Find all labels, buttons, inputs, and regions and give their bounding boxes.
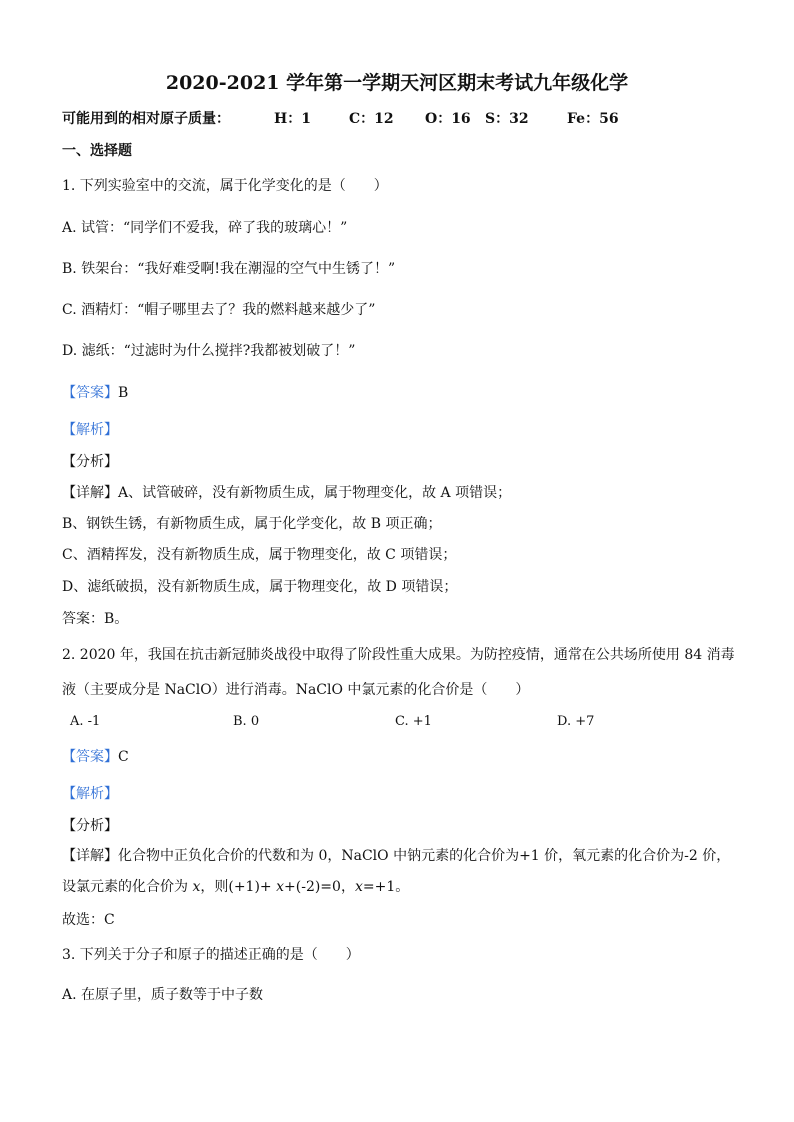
q2-detail-text-b: ，则(+1)+ <box>200 879 277 895</box>
q2-var-x3: x <box>354 879 363 895</box>
q2-detail-line2 <box>62 878 409 896</box>
q1-answer: B <box>118 385 129 401</box>
q2-option-b: B. 0 <box>233 714 260 729</box>
q2-detail-line1: 【详解】化合物中正负化合价的代数和为 0，NaClO 中钠元素的化合价为+1 价，氧元素的化合价为-2 价， <box>62 848 731 864</box>
q1-fenxi-tag: 【分析】 <box>62 454 118 470</box>
q1-option-b: B. 铁架台：“我好难受啊!我在潮湿的空气中生锈了！” <box>62 261 396 277</box>
mass-c: C：12 <box>349 111 394 127</box>
q1-jiexi-tag: 【解析】 <box>62 422 118 438</box>
q2-detail-text-a: 设氯元素的化合价为 <box>62 879 193 895</box>
atomic-mass-line <box>62 110 619 128</box>
q2-stem-line2: 液（主要成分是 NaClO）进行消毒。NaClO 中氯元素的化合价是（ ） <box>62 682 530 698</box>
mass-s: S：32 <box>485 111 529 127</box>
q1-answer-line <box>62 384 128 402</box>
mass-h: H：1 <box>274 111 311 127</box>
section-heading: 一、选择题 <box>62 143 132 159</box>
q2-option-d: D. +7 <box>557 714 595 729</box>
q2-var-x2: x <box>276 879 285 895</box>
q1-option-a: A. 试管：“同学们不爱我，碎了我的玻璃心！” <box>62 220 348 236</box>
q1-detail-a: 【详解】A、试管破碎，没有新物质生成，属于物理变化，故 A 项错误； <box>62 485 512 501</box>
q1-conclusion: 答案：B。 <box>62 611 129 627</box>
q2-detail-text-d: =+1。 <box>362 879 410 895</box>
q1-answer-tag: 【答案】 <box>62 385 118 401</box>
q1-detail-d: D、滤纸破损，没有新物质生成，属于物理变化，故 D 项错误； <box>62 579 458 595</box>
q3-stem: 3. 下列关于分子和原子的描述正确的是（ ） <box>62 947 360 963</box>
page-title: 2020-2021 学年第一学期天河区期末考试九年级化学 <box>165 72 629 94</box>
q1-detail-b: B、钢铁生锈，有新物质生成，属于化学变化，故 B 项正确； <box>62 516 442 532</box>
q2-stem-line1: 2. 2020 年，我国在抗击新冠肺炎战役中取得了阶段性重大成果。为防控疫情，通常在公共场所使用 84 消毒 <box>62 647 735 663</box>
q1-option-c: C. 酒精灯：“帽子哪里去了？我的燃料越来越少了” <box>62 302 376 318</box>
q2-var-x: x <box>192 879 201 895</box>
q1-option-d: D. 滤纸：“过滤时为什么搅拌?我都被划破了！” <box>62 343 356 359</box>
q2-fenxi-tag: 【分析】 <box>62 818 118 834</box>
q2-option-c: C. +1 <box>395 714 432 729</box>
q2-option-a: A. -1 <box>70 714 101 729</box>
mass-fe: Fe：56 <box>567 111 619 127</box>
q2-answer: C <box>118 749 129 765</box>
q2-conclusion: 故选：C <box>62 912 115 928</box>
q1-detail-c: C、酒精挥发，没有新物质生成，属于物理变化，故 C 项错误； <box>62 547 457 563</box>
q1-stem: 1. 下列实验室中的交流，属于化学变化的是（ ） <box>62 178 388 194</box>
q2-answer-tag: 【答案】 <box>62 749 118 765</box>
mass-o: O：16 <box>425 111 471 127</box>
atomic-mass-label: 可能用到的相对原子质量： <box>62 111 230 127</box>
q2-detail-text-c: +(-2)=0， <box>284 879 355 895</box>
q3-option-a: A. 在原子里，质子数等于中子数 <box>62 987 264 1003</box>
q2-jiexi-tag: 【解析】 <box>62 786 118 802</box>
q2-answer-line <box>62 748 129 766</box>
